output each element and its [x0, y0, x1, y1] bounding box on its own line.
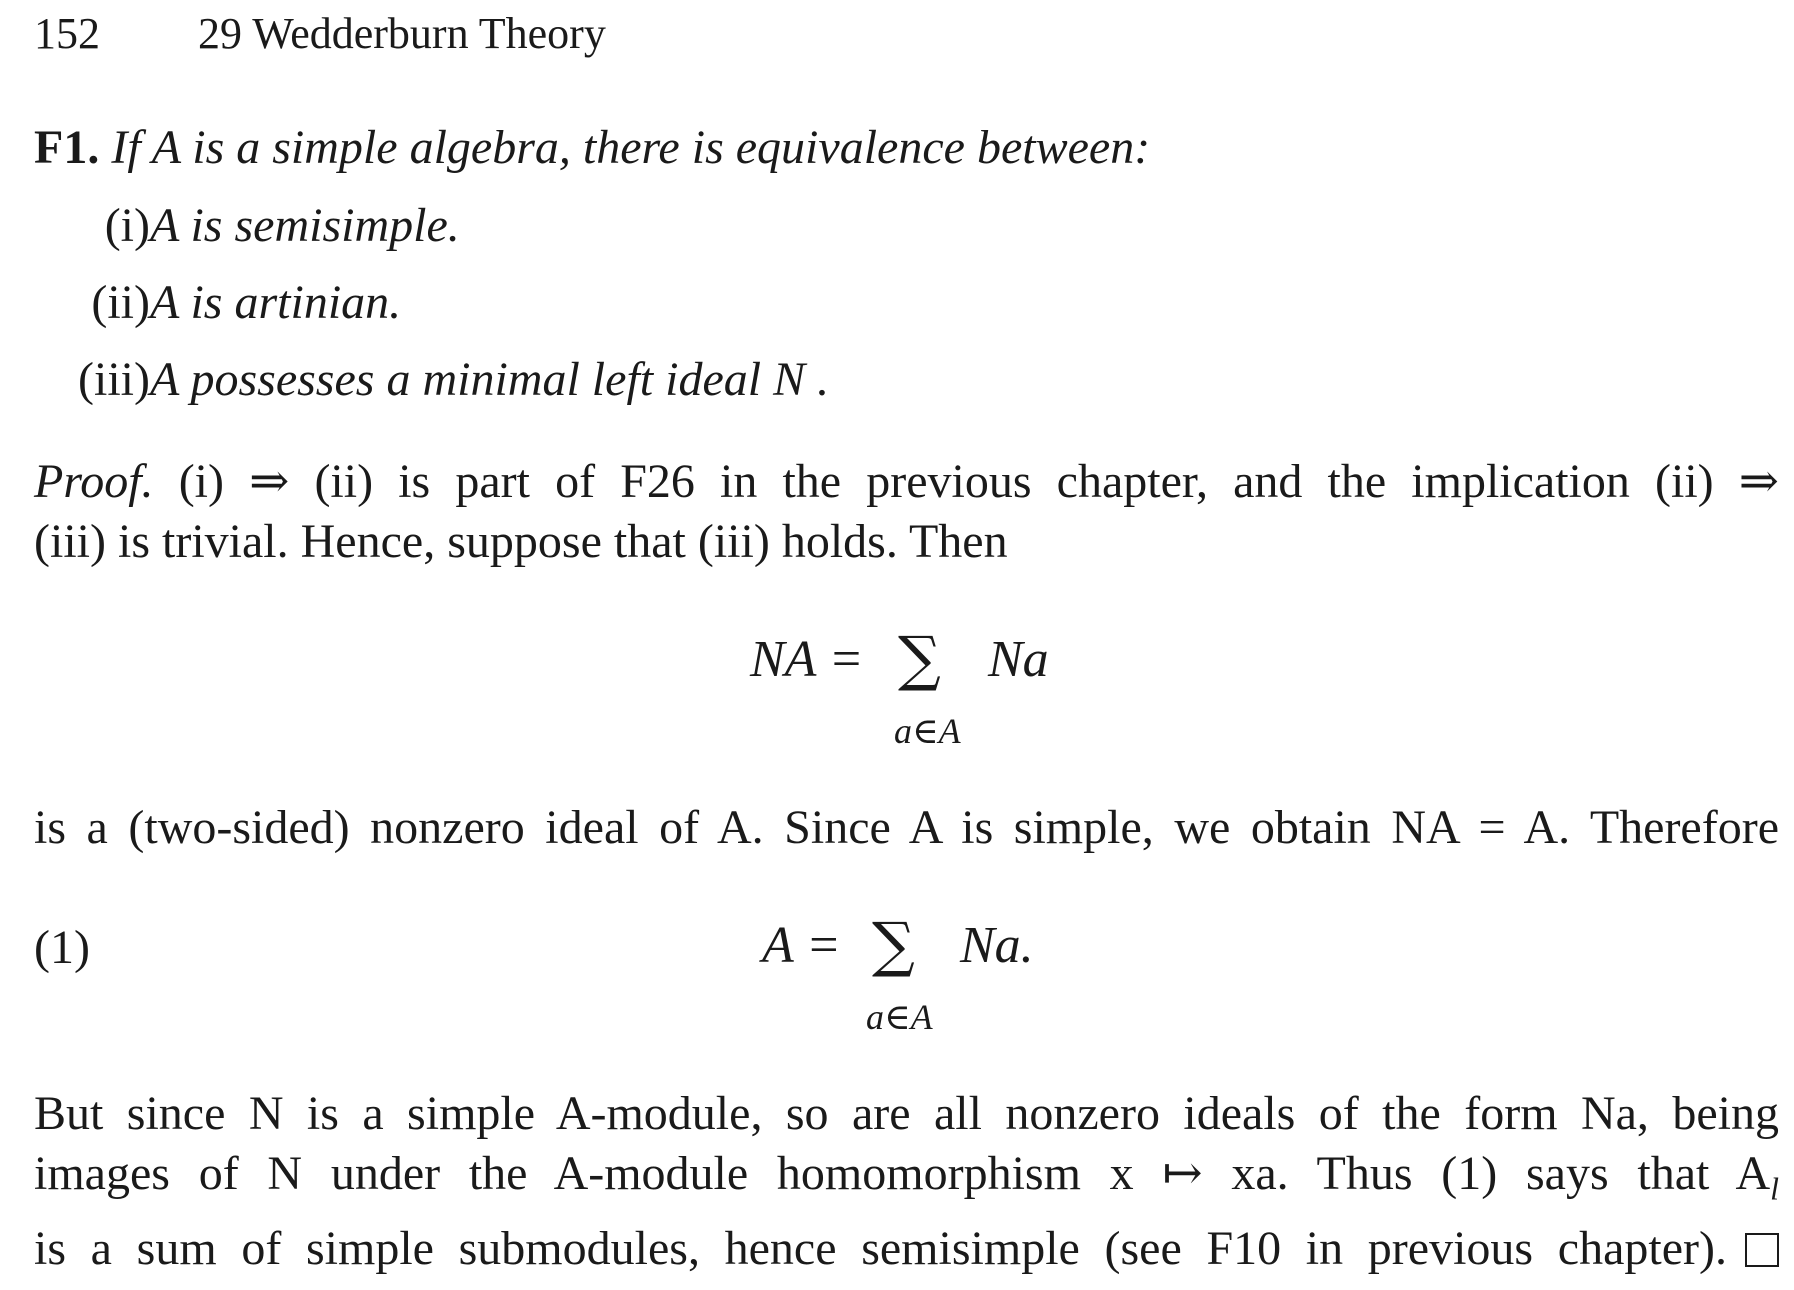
theorem-item-iii: [0, 352, 1794, 412]
item-label: (i): [104, 199, 150, 252]
proof-text-1: (i) ⇒ (ii) is part of F26 in the previous chapter, and the implication (ii) ⇒: [178, 455, 1779, 508]
final-line-1: But since N is a simple A-module, so are all nonzero ideals of the form Na, being: [34, 1087, 1779, 1140]
equation2-sum-symbol: ∑: [872, 910, 915, 980]
middle-line: is a (two-sided) nonzero ideal of A. Since A is simple, we obtain NA = A. Therefore: [34, 801, 1779, 854]
theorem-item-i: [0, 198, 1794, 258]
proof-line-1: [34, 452, 1779, 512]
proof-line-2: (iii) is trivial. Hence, suppose that (iii) holds. Then: [34, 515, 1008, 568]
qed-square-icon: [1745, 1233, 1779, 1267]
final-line-2-subscript: l: [1770, 1170, 1779, 1207]
equation1-lhs: NA =: [750, 631, 864, 688]
chapter-title: 29 Wedderburn Theory: [198, 9, 606, 58]
equation2-rhs: Na.: [960, 917, 1034, 974]
final-line-2-text: images of N under the A-module homomorphism x ↦ xa. Thus (1) says that A: [34, 1147, 1771, 1200]
page-number: 152: [34, 9, 100, 58]
item-text: A is artinian.: [150, 276, 402, 329]
equation1-rhs: Na: [988, 631, 1049, 688]
middle-paragraph: [34, 798, 1779, 858]
equation1-subscript: a∈A: [894, 711, 961, 751]
final-line-3: [34, 1219, 1779, 1279]
theorem-text: If A is a simple algebra, there is equivalence between:: [111, 121, 1151, 174]
proof-paragraph: [34, 452, 1779, 572]
item-text: A is semisimple.: [150, 199, 460, 252]
item-label: (iii): [78, 353, 150, 406]
equation2-lhs: A =: [762, 917, 841, 974]
equation1-sum-symbol: ∑: [898, 624, 941, 694]
equation2-subscript: a∈A: [866, 997, 933, 1037]
equation2-number: (1): [34, 921, 90, 974]
final-line-2: [34, 1144, 1779, 1219]
item-label: (ii): [91, 276, 150, 329]
theorem-item-ii: [0, 275, 1794, 335]
theorem-statement: [34, 120, 1150, 175]
theorem-label: F1.: [34, 121, 100, 174]
final-line-3-text: is a sum of simple submodules, hence semisimple (see F10 in previous chapter).: [34, 1221, 1727, 1275]
proof-label: Proof.: [34, 455, 154, 508]
item-text: A possesses a minimal left ideal N .: [150, 353, 830, 406]
final-paragraph: [34, 1084, 1779, 1279]
